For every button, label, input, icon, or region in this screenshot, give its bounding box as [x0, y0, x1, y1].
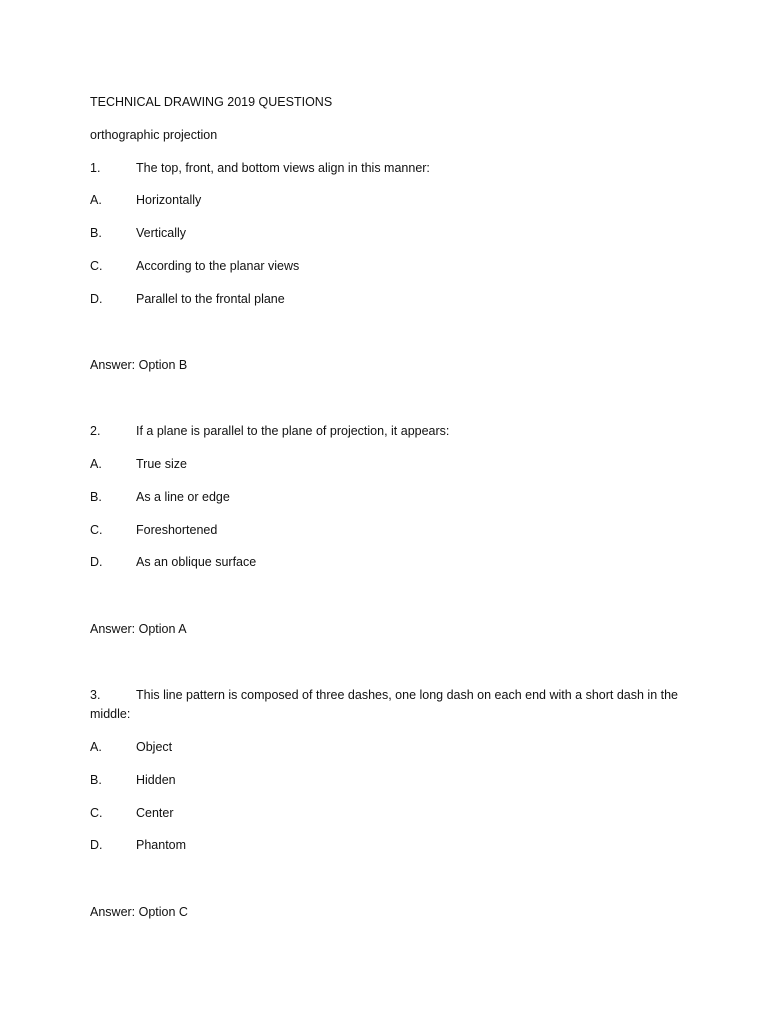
option-letter: A. — [90, 740, 102, 754]
question-text: This line pattern is composed of three dashes, one long dash on each end with a short dash in the middle: — [90, 688, 679, 721]
option-letter: B. — [90, 490, 102, 504]
option-letter: D. — [90, 555, 103, 569]
option-text: Vertically — [136, 226, 187, 240]
option-text: Object — [136, 740, 173, 754]
option-letter: C. — [90, 259, 103, 273]
option-text: As a line or edge — [136, 490, 230, 504]
option-letter: D. — [90, 292, 103, 306]
option-text: Phantom — [136, 838, 187, 852]
option-text: As an oblique surface — [136, 555, 257, 569]
option-letter: D. — [90, 838, 103, 852]
option-letter: C. — [90, 523, 103, 537]
option-letter: B. — [90, 773, 102, 787]
answer-text: Answer: Option C — [90, 905, 188, 919]
option-letter: A. — [90, 457, 102, 471]
option-letter: C. — [90, 806, 103, 820]
option-text: Horizontally — [136, 193, 202, 207]
question-text: The top, front, and bottom views align in this manner: — [136, 161, 430, 175]
option-text: True size — [136, 457, 187, 471]
question-number: 2. — [90, 424, 101, 438]
answer-text: Answer: Option B — [90, 358, 188, 372]
question-number: 3. — [90, 688, 101, 702]
question-number: 1. — [90, 161, 101, 175]
option-text: According to the planar views — [136, 259, 300, 273]
option-letter: B. — [90, 226, 102, 240]
answer-text: Answer: Option A — [90, 622, 187, 636]
option-letter: A. — [90, 193, 102, 207]
option-text: Foreshortened — [136, 523, 218, 537]
option-text: Parallel to the frontal plane — [136, 292, 285, 306]
document-subtitle: orthographic projection — [90, 128, 218, 142]
option-text: Center — [136, 806, 174, 820]
document-title: TECHNICAL DRAWING 2019 QUESTIONS — [90, 95, 333, 109]
question-text: If a plane is parallel to the plane of projection, it appears: — [136, 424, 450, 438]
option-text: Hidden — [136, 773, 176, 787]
